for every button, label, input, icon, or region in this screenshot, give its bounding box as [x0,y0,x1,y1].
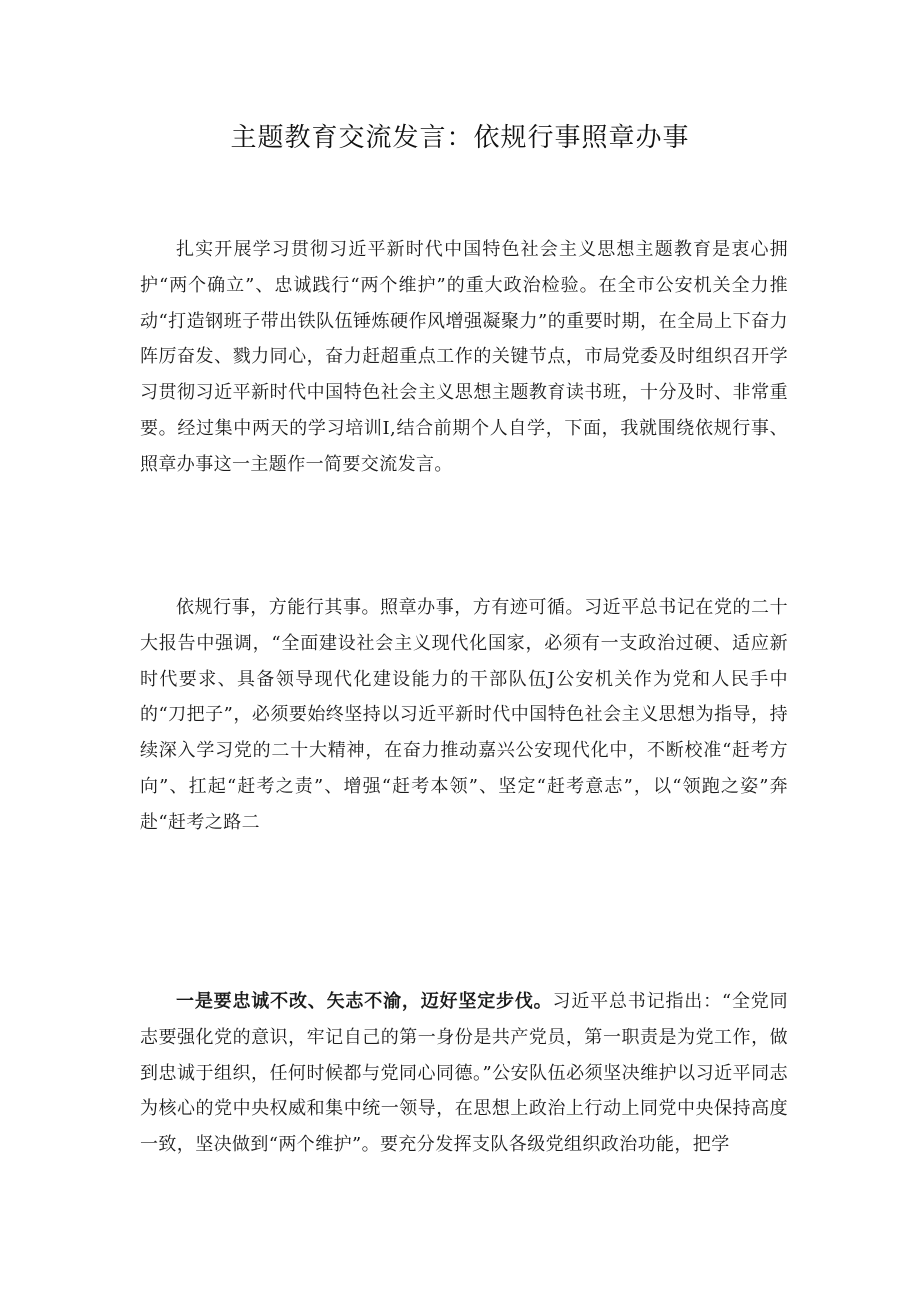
paragraph-3 [140,984,788,1163]
paragraph-1-text: 扎实开展学习贯彻习近平新时代中国特色社会主义思想主题教育是衷心拥护“两个确立”、忠诚践行“两个维护”的重大政治检验。在全市公安机关全力推动“打造钢班子带出铁队伍锤炼硬作风增强凝聚力”的重要时期，在全局上下奋力阵厉奋发、戮力同心，奋力赶超重点工作的关键节点，市局党委及时组织召开学习贯彻习近平新时代中国特色社会主义思想主题教育读书班，十分及时、非常重要。经过集中两天的学习培训I,结合前期个人自学，下面，我就围绕依规行事、照章办事这一主题作一简要交流发言。 [140,239,788,475]
paragraph-2-text: 依规行事，方能行其事。照章办事，方有迹可循。习近平总书记在党的二十大报告中强调，“全面建设社会主义现代化国家，必须有一支政治过硬、适应新时代要求、具备领导现代化建设能力的干部队伍J公安机关作为党和人民手中的“刀把子”，必须要始终坚持以习近平新时代中国特色社会主义思想为指导，持续深入学习党的二十大精神，在奋力推动嘉兴公安现代化中，不断校准“赶考方向”、扛起“赶考之责”、增强“赶考本领”、坚定“赶考意志”，以“领跑之姿”奔赴“赶考之路二 [140,597,788,833]
document-title: 主题教育交流发言：依规行事照章办事 [230,123,690,153]
paragraph-1 [140,232,788,483]
paragraph-2 [140,590,788,841]
paragraph-3-lead: 一是要忠诚不改、矢志不渝，迈好坚定步伐。 [176,991,553,1012]
paragraph-3-text: 习近平总书记指出：“全党同志要强化党的意识，牢记自己的第一身份是共产党员，第一职责是为党工作，做到忠诚于组织，任何时候都与党同心同德。”公安队伍必须坚决维护以习近平同志为核心的党中央权威和集中统一领导，在思想上政治上行动上同党中央保持高度一致，坚决做到“两个维护”。要充分发挥支队各级党组织政治功能，把学 [140,991,788,1156]
